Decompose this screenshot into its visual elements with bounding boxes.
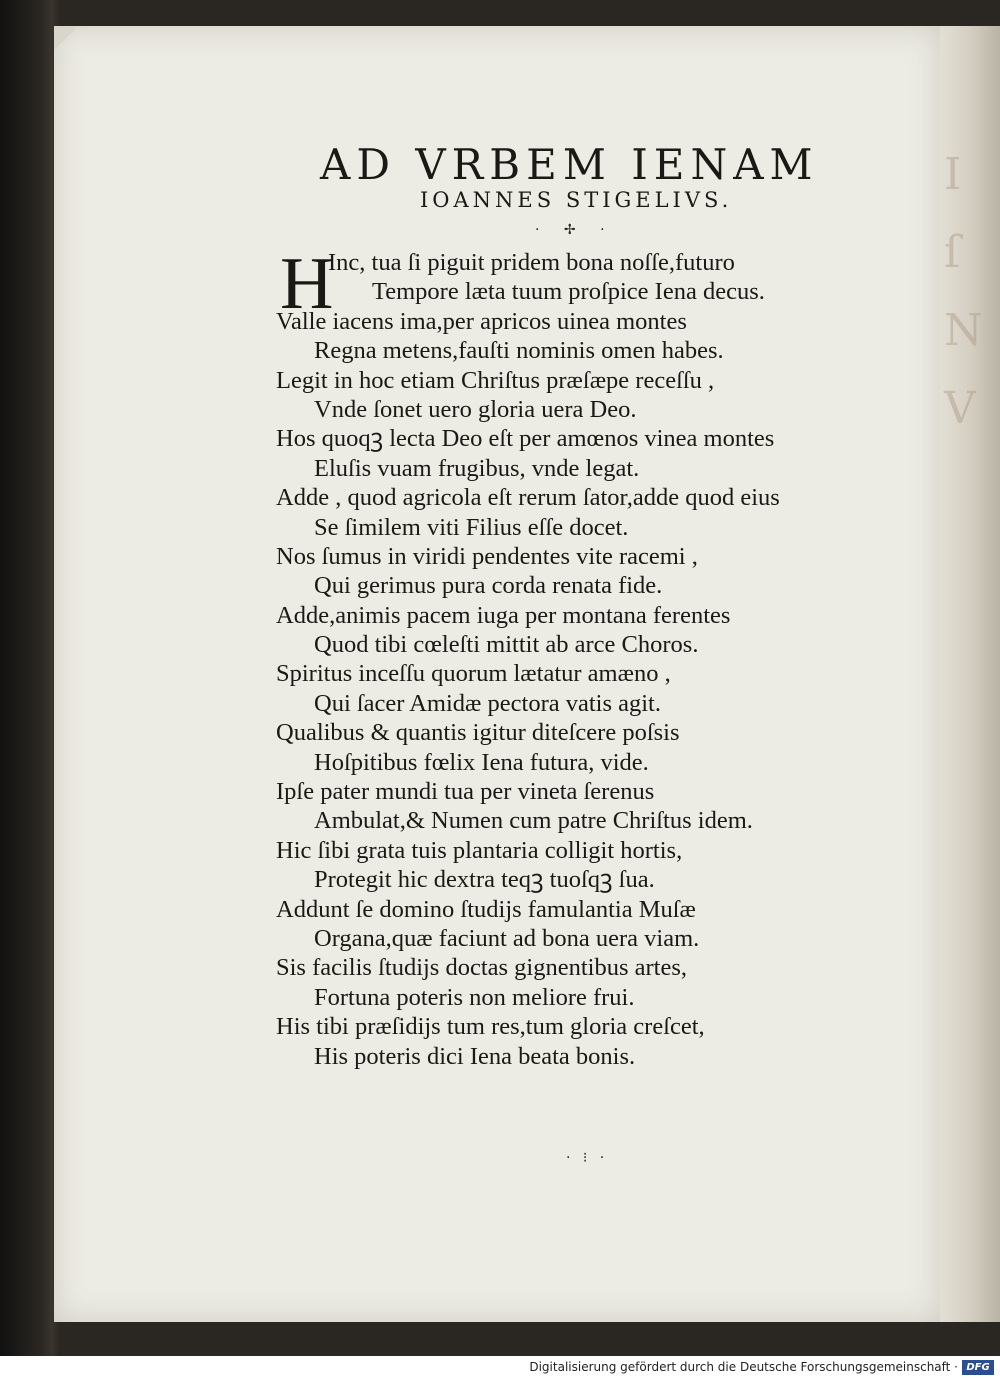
poem-line: Fortuna poteris non meliore frui. [314, 983, 635, 1011]
poem-line: Adde,animis pacem iuga per montana ferentes [276, 601, 731, 629]
poem-line: Se ſimilem viti Filius eſſe docet. [314, 513, 629, 541]
ornament: · ✢ · [535, 222, 615, 238]
poem-line: Spiritus inceſſu quorum lætatur amæno , [276, 660, 671, 688]
poem-line: Hoſpitibus fœlix Iena futura, vide. [314, 748, 649, 776]
poem-line: Inc, tua ſi piguit pridem bona noſſe,futuro [328, 249, 735, 276]
footer-bar [0, 1356, 1000, 1379]
poem-line: Hic ſibi grata tuis plantaria colligit hortis, [276, 836, 683, 864]
poem-line: Organa,quæ faciunt ad bona uera viam. [314, 924, 700, 952]
poem-line: Qualibus & quantis igitur diteſcere poſsis [276, 719, 680, 747]
poem-line: Ambulat,& Numen cum patre Chriſtus idem. [314, 807, 753, 835]
drop-cap: H [280, 243, 334, 325]
funding-notice: Digitalisierung gefördert durch die Deutsche Forschungsgemeinschaft · [529, 1360, 958, 1374]
facing-page-edge [940, 26, 1000, 1322]
poem-body [276, 243, 916, 1071]
poem-line: Vnde ſonet uero gloria uera Deo. [314, 395, 637, 423]
bleed-through-marks: I ſ N V [944, 149, 983, 434]
signature-mark: · ⁝ · [566, 1150, 609, 1166]
folded-corner [54, 26, 78, 50]
poem-line: Addunt ſe domino ſtudijs famulantia Muſæ [276, 895, 696, 923]
poem-line: Eluſis vuam frugibus, vnde legat. [314, 454, 640, 482]
poem-line: Nos ſumus in viridi pendentes vite racemi , [276, 542, 698, 570]
poem-line: Qui gerimus pura corda renata fide. [314, 572, 663, 600]
poem-line: Hos quoqꝫ lecta Deo eſt per amœnos vinea montes [276, 425, 775, 453]
author-line: IOANNES STIGELIVS. [420, 188, 733, 212]
poem-line: His poteris dici Iena beata bonis. [314, 1042, 636, 1070]
poem-line: Quod tibi cœleſti mittit ab arce Choros. [314, 631, 699, 659]
poem-line: His tibi præſidijs tum res,tum gloria creſcet, [276, 1013, 705, 1041]
poem-line: Sis facilis ſtudijs doctas gignentibus artes, [276, 954, 688, 982]
poem-line: Protegit hic dextra teqꝫ tuoſqꝫ ſua. [314, 866, 655, 894]
poem-line: Valle iacens ima,per apricos uinea montes [276, 307, 687, 335]
poem-line: Tempore læta tuum proſpice Iena decus. [372, 278, 765, 306]
poem-line: Regna metens,fauſti nominis omen habes. [314, 337, 724, 365]
page-title: AD VRBEM IENAM [320, 140, 819, 189]
poem-line: Legit in hoc etiam Chriſtus præſæpe receſſu , [276, 366, 715, 394]
poem-line: Qui ſacer Amidæ pectora vatis agit. [314, 689, 661, 717]
poem-line: Adde , quod agricola eſt rerum ſator,adde quod eius [276, 484, 780, 512]
dfg-logo-icon: DFG [962, 1360, 994, 1375]
poem-line: Ipſe pater mundi tua per vineta ſerenus [276, 778, 655, 806]
